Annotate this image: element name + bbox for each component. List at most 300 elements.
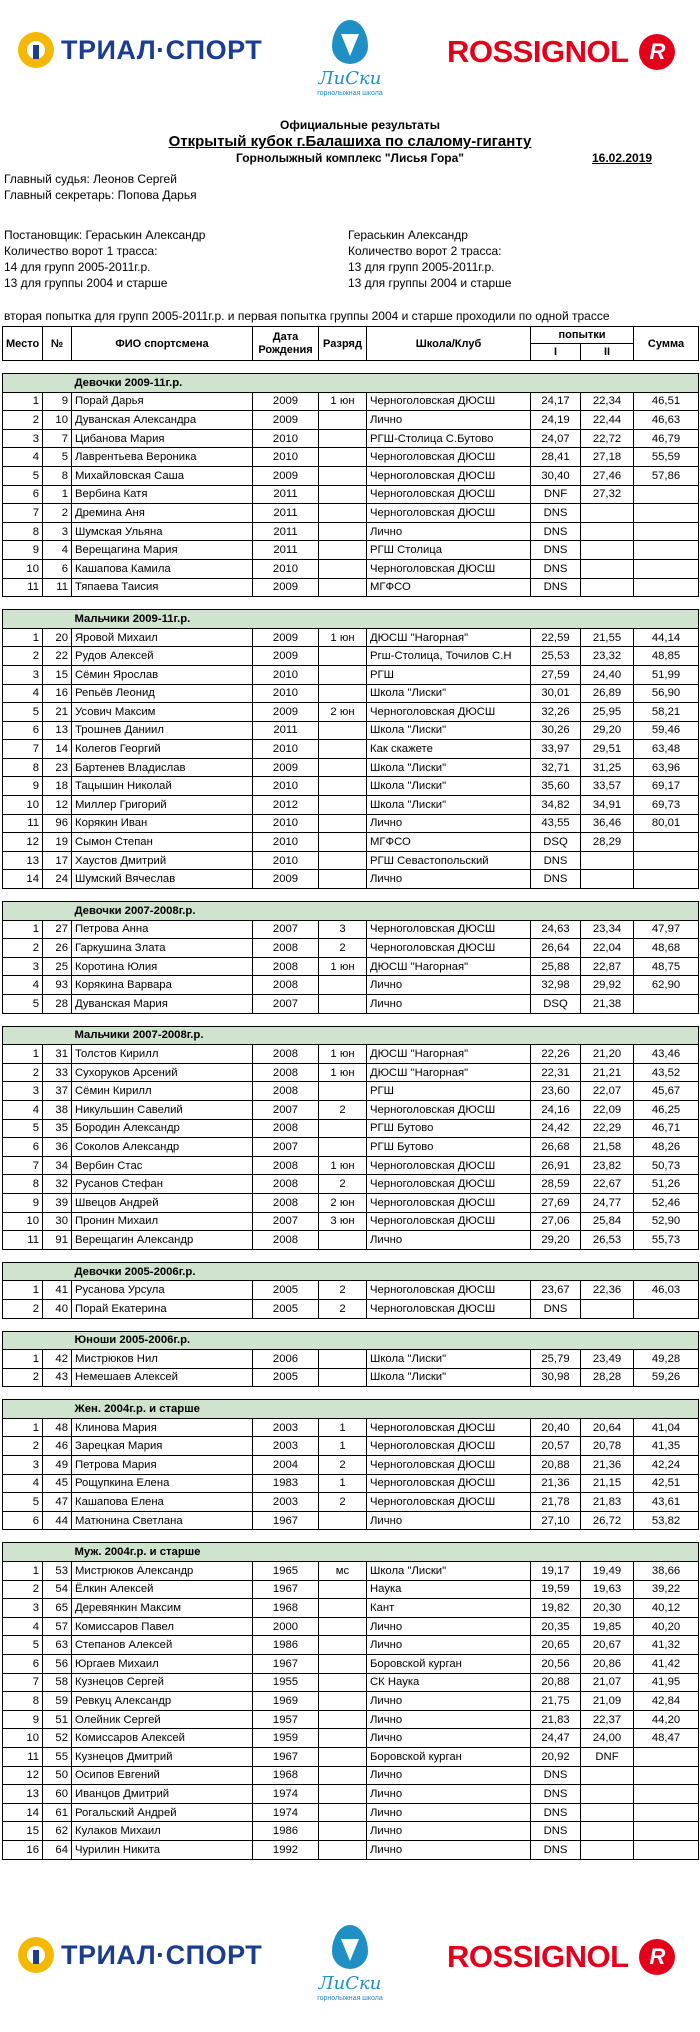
cell-attempt-2: 22,67 — [581, 1175, 634, 1194]
cell-sum: 50,73 — [634, 1156, 699, 1175]
cell-rank — [319, 578, 367, 597]
cell-num: 15 — [43, 665, 72, 684]
cell-num: 32 — [43, 1175, 72, 1194]
cell-club: Лично — [367, 995, 531, 1014]
cell-rank — [319, 1710, 367, 1729]
cell-place: 5 — [3, 1636, 43, 1655]
cell-club: Лично — [367, 1803, 531, 1822]
cell-place: 1 — [3, 1418, 43, 1437]
rossignol-emblem-icon — [639, 1939, 675, 1975]
table-row — [3, 1580, 699, 1599]
cell-born: 2008 — [253, 976, 319, 995]
cell-attempt-2: 22,04 — [581, 939, 634, 958]
cell-attempt-1: 27,59 — [531, 665, 581, 684]
cell-club: Лично — [367, 976, 531, 995]
cell-born: 2008 — [253, 1045, 319, 1064]
cell-name: Рогальский Андрей — [72, 1803, 253, 1822]
group-title: Мальчики 2009-11г.р. — [72, 610, 367, 629]
cell-name: Осипов Евгений — [72, 1766, 253, 1785]
cell-attempt-1: 24,42 — [531, 1119, 581, 1138]
cell-attempt-1: 20,92 — [531, 1747, 581, 1766]
cell-born: 2008 — [253, 1063, 319, 1082]
col-name: ФИО спортсмена — [72, 327, 253, 361]
cell-name: Рудов Алексей — [72, 647, 253, 666]
cell-name: Юргаев Михаил — [72, 1655, 253, 1674]
cell-rank — [319, 1617, 367, 1636]
cell-sum: 41,35 — [634, 1437, 699, 1456]
cell-name: Дремина Аня — [72, 504, 253, 523]
cell-num: 9 — [43, 392, 72, 411]
cell-sum — [634, 1299, 699, 1318]
cell-rank — [319, 1766, 367, 1785]
cell-place: 6 — [3, 1138, 43, 1157]
cell-club: Черноголовская ДЮСШ — [367, 939, 531, 958]
group-header — [3, 1026, 699, 1045]
cell-place: 3 — [3, 1082, 43, 1101]
officials — [4, 171, 197, 203]
cell-club: РГШ-Столица С.Бутово — [367, 429, 531, 448]
cell-rank — [319, 814, 367, 833]
cell-club: Черноголовская ДЮСШ — [367, 920, 531, 939]
cell-attempt-2: 22,36 — [581, 1281, 634, 1300]
cell-born: 2009 — [253, 870, 319, 889]
cell-rank — [319, 559, 367, 578]
table-row — [3, 1193, 699, 1212]
cell-num: 37 — [43, 1082, 72, 1101]
cell-place: 1 — [3, 628, 43, 647]
cell-attempt-2: 21,15 — [581, 1474, 634, 1493]
cell-num: 36 — [43, 1138, 72, 1157]
group-spacer — [3, 1318, 699, 1331]
col-attempt-1: I — [531, 344, 581, 361]
liski-subtitle: горнолыжная школа — [317, 90, 383, 97]
cell-attempt-1: 24,19 — [531, 411, 581, 430]
cell-place: 10 — [3, 1212, 43, 1231]
cell-place: 6 — [3, 485, 43, 504]
course-note: вторая попытка для групп 2005-2011г.р. и первая попытка группы 2004 и старше проходили по одной трассе — [4, 309, 610, 323]
cell-sum: 46,51 — [634, 392, 699, 411]
cell-attempt-2: 22,37 — [581, 1710, 634, 1729]
cell-num: 64 — [43, 1840, 72, 1859]
cell-sum: 44,14 — [634, 628, 699, 647]
cell-place: 5 — [3, 466, 43, 485]
cell-sum: 69,17 — [634, 777, 699, 796]
cell-born: 1983 — [253, 1474, 319, 1493]
cell-name: Комиссаров Павел — [72, 1617, 253, 1636]
doc-subtitle: Официальные результаты — [280, 118, 440, 132]
cell-attempt-2: 24,40 — [581, 665, 634, 684]
cell-attempt-2: 25,95 — [581, 703, 634, 722]
cell-num: 28 — [43, 995, 72, 1014]
cell-place: 9 — [3, 1710, 43, 1729]
cell-rank — [319, 1580, 367, 1599]
cell-attempt-2 — [581, 541, 634, 560]
cell-sum: 49,28 — [634, 1350, 699, 1369]
cell-place: 14 — [3, 870, 43, 889]
cell-club: Лично — [367, 1729, 531, 1748]
group-title: Жен. 2004г.р. и старше — [72, 1400, 367, 1419]
cell-born: 2005 — [253, 1299, 319, 1318]
cell-num: 3 — [43, 522, 72, 541]
cell-place: 2 — [3, 1063, 43, 1082]
group-spacer — [3, 1013, 699, 1026]
cell-num: 17 — [43, 851, 72, 870]
cell-sum: 43,61 — [634, 1493, 699, 1512]
course2-info — [348, 227, 511, 291]
cell-name: Сёмин Кирилл — [72, 1082, 253, 1101]
cell-attempt-2: 22,29 — [581, 1119, 634, 1138]
cell-attempt-2: 21,09 — [581, 1692, 634, 1711]
table-row — [3, 1119, 699, 1138]
cell-attempt-1: 22,31 — [531, 1063, 581, 1082]
rossignol-emblem-icon — [639, 34, 675, 70]
cell-num: 40 — [43, 1299, 72, 1318]
cell-rank — [319, 758, 367, 777]
cell-name: Сёмин Ярослав — [72, 665, 253, 684]
cell-sum: 48,68 — [634, 939, 699, 958]
cell-attempt-1: 25,79 — [531, 1350, 581, 1369]
cell-attempt-2 — [581, 522, 634, 541]
cell-attempt-2: 21,36 — [581, 1456, 634, 1475]
cell-attempt-1: DNS — [531, 559, 581, 578]
cell-sum: 41,95 — [634, 1673, 699, 1692]
cell-rank: 2 — [319, 1175, 367, 1194]
table-row — [3, 703, 699, 722]
cell-num: 41 — [43, 1281, 72, 1300]
course2-gates: Количество ворот 2 трасса: — [348, 244, 502, 258]
cell-attempt-1: DSQ — [531, 995, 581, 1014]
cell-rank — [319, 504, 367, 523]
cell-num: 45 — [43, 1474, 72, 1493]
cell-born: 2008 — [253, 957, 319, 976]
cell-attempt-1: DNS — [531, 851, 581, 870]
cell-place: 4 — [3, 684, 43, 703]
cell-born: 2009 — [253, 466, 319, 485]
table-row — [3, 1785, 699, 1804]
cell-rank: 2 юн — [319, 1193, 367, 1212]
group-title: Мальчики 2007-2008г.р. — [72, 1026, 367, 1045]
cell-sum: 59,46 — [634, 721, 699, 740]
cell-sum: 46,71 — [634, 1119, 699, 1138]
table-row — [3, 976, 699, 995]
cell-num: 93 — [43, 976, 72, 995]
cell-rank — [319, 1785, 367, 1804]
cell-attempt-1: 35,60 — [531, 777, 581, 796]
cell-born: 1969 — [253, 1692, 319, 1711]
cell-num: 34 — [43, 1156, 72, 1175]
cell-attempt-1: 20,35 — [531, 1617, 581, 1636]
table-row — [3, 1493, 699, 1512]
col-num: № — [43, 327, 72, 361]
cell-born: 2011 — [253, 721, 319, 740]
cell-sum — [634, 504, 699, 523]
cell-attempt-2: 29,20 — [581, 721, 634, 740]
table-row — [3, 1281, 699, 1300]
cell-place: 9 — [3, 541, 43, 560]
rossignol-wordmark: ROSSIGNOL — [447, 1939, 629, 1974]
course1-gates-a: 14 для групп 2005-2011г.р. — [4, 260, 151, 274]
cell-born: 2009 — [253, 628, 319, 647]
cell-club: Лично — [367, 1231, 531, 1250]
cell-club: Лично — [367, 1785, 531, 1804]
cell-attempt-2: 19,85 — [581, 1617, 634, 1636]
cell-name: Ёлкин Алексей — [72, 1580, 253, 1599]
cell-attempt-1: 23,67 — [531, 1281, 581, 1300]
cell-name: Шумский Вячеслав — [72, 870, 253, 889]
cell-rank: 2 — [319, 1299, 367, 1318]
col-club: Школа/Клуб — [367, 327, 531, 361]
cell-name: Вербин Стас — [72, 1156, 253, 1175]
rossignol-logo — [447, 1939, 675, 1975]
cell-place: 8 — [3, 1175, 43, 1194]
course1-setter: Постановщик: Гераськин Александр — [4, 228, 206, 242]
cell-born: 2010 — [253, 665, 319, 684]
table-row — [3, 578, 699, 597]
cell-born: 2008 — [253, 1082, 319, 1101]
cell-sum: 57,86 — [634, 466, 699, 485]
table-row — [3, 957, 699, 976]
cell-club: РГШ Бутово — [367, 1138, 531, 1157]
cell-num: 20 — [43, 628, 72, 647]
cell-attempt-1: 22,59 — [531, 628, 581, 647]
cell-attempt-1: DNS — [531, 1766, 581, 1785]
table-row — [3, 1138, 699, 1157]
cell-club: МГФСО — [367, 578, 531, 597]
cell-club: ДЮСШ "Нагорная" — [367, 957, 531, 976]
rossignol-logo — [447, 34, 675, 70]
table-row — [3, 1822, 699, 1841]
cell-num: 31 — [43, 1045, 72, 1064]
cell-sum — [634, 1785, 699, 1804]
cell-born: 2009 — [253, 411, 319, 430]
cell-sum: 42,24 — [634, 1456, 699, 1475]
table-row — [3, 1617, 699, 1636]
cell-sum — [634, 485, 699, 504]
cell-attempt-2: 27,46 — [581, 466, 634, 485]
cell-rank — [319, 1840, 367, 1859]
cell-sum: 56,90 — [634, 684, 699, 703]
table-row — [3, 1474, 699, 1493]
cell-attempt-1: 21,78 — [531, 1493, 581, 1512]
cell-attempt-2: 23,49 — [581, 1350, 634, 1369]
cell-place: 1 — [3, 920, 43, 939]
cell-attempt-1: 32,71 — [531, 758, 581, 777]
table-row — [3, 1599, 699, 1618]
cell-rank — [319, 541, 367, 560]
cell-rank — [319, 1747, 367, 1766]
cell-attempt-1: 24,47 — [531, 1729, 581, 1748]
col-sum: Сумма — [634, 327, 699, 361]
cell-born: 2010 — [253, 559, 319, 578]
cell-num: 54 — [43, 1580, 72, 1599]
cell-sum — [634, 833, 699, 852]
cell-num: 50 — [43, 1766, 72, 1785]
cell-club: Черноголовская ДЮСШ — [367, 1156, 531, 1175]
cell-num: 2 — [43, 504, 72, 523]
cell-sum — [634, 522, 699, 541]
trial-sport-wordmark: ТРИАЛ·СПОРТ — [61, 1939, 263, 1970]
cell-attempt-2: 22,09 — [581, 1100, 634, 1119]
cell-born: 1974 — [253, 1803, 319, 1822]
cell-place: 5 — [3, 703, 43, 722]
cell-attempt-1: 22,26 — [531, 1045, 581, 1064]
cell-attempt-1: 32,98 — [531, 976, 581, 995]
cell-sum: 46,03 — [634, 1281, 699, 1300]
col-born: Дата Рождения — [253, 327, 319, 361]
cell-rank — [319, 1599, 367, 1618]
fox-icon — [328, 1925, 372, 1971]
cell-place: 4 — [3, 448, 43, 467]
cell-attempt-1: 20,40 — [531, 1418, 581, 1437]
cell-attempt-2: 29,92 — [581, 976, 634, 995]
table-row — [3, 504, 699, 523]
cell-sum — [634, 578, 699, 597]
table-row — [3, 1175, 699, 1194]
cell-num: 42 — [43, 1350, 72, 1369]
cell-rank: 1 — [319, 1418, 367, 1437]
cell-sum: 55,59 — [634, 448, 699, 467]
cell-rank — [319, 684, 367, 703]
cell-attempt-2: 23,82 — [581, 1156, 634, 1175]
cell-rank — [319, 1231, 367, 1250]
cell-name: Иванцов Дмитрий — [72, 1785, 253, 1804]
cell-place: 4 — [3, 1474, 43, 1493]
cell-club: ДЮСШ "Нагорная" — [367, 1045, 531, 1064]
cell-attempt-2: 25,84 — [581, 1212, 634, 1231]
cell-attempt-1: 27,69 — [531, 1193, 581, 1212]
cell-place: 5 — [3, 1119, 43, 1138]
cell-born: 2006 — [253, 1350, 319, 1369]
cell-rank — [319, 976, 367, 995]
table-row — [3, 1747, 699, 1766]
cell-rank — [319, 995, 367, 1014]
cell-place: 16 — [3, 1840, 43, 1859]
cell-place: 9 — [3, 1193, 43, 1212]
cell-name: Никульшин Савелий — [72, 1100, 253, 1119]
cell-sum — [634, 1747, 699, 1766]
cell-club: Лично — [367, 1511, 531, 1530]
cell-place: 2 — [3, 1368, 43, 1387]
venue: Горнолыжный комплекс "Лисья Гора" — [236, 151, 464, 165]
cell-born: 2009 — [253, 578, 319, 597]
cell-rank: 1 юн — [319, 1156, 367, 1175]
cell-born: 2011 — [253, 504, 319, 523]
group-header — [3, 1543, 699, 1562]
cell-rank — [319, 777, 367, 796]
cell-attempt-1: 27,06 — [531, 1212, 581, 1231]
cell-club: Черноголовская ДЮСШ — [367, 1456, 531, 1475]
cell-num: 14 — [43, 740, 72, 759]
cell-rank — [319, 1636, 367, 1655]
trial-sport-logo — [18, 32, 262, 68]
cell-num: 62 — [43, 1822, 72, 1841]
cell-place: 11 — [3, 814, 43, 833]
cell-rank — [319, 1082, 367, 1101]
cell-place: 2 — [3, 411, 43, 430]
table-row — [3, 1299, 699, 1318]
cell-born: 2007 — [253, 1138, 319, 1157]
col-attempt-2: II — [581, 344, 634, 361]
cell-rank — [319, 1119, 367, 1138]
cell-attempt-2: 28,29 — [581, 833, 634, 852]
group-header — [3, 610, 699, 629]
cell-place: 2 — [3, 647, 43, 666]
liski-logo — [305, 20, 395, 97]
cell-num: 44 — [43, 1511, 72, 1530]
cell-born: 2007 — [253, 995, 319, 1014]
cell-rank — [319, 1729, 367, 1748]
table-row — [3, 522, 699, 541]
cell-born: 1968 — [253, 1599, 319, 1618]
trial-sport-logo — [18, 1937, 262, 1973]
cell-born: 1968 — [253, 1766, 319, 1785]
group-title: Девочки 2005-2006г.р. — [72, 1262, 367, 1281]
cell-name: Репьёв Леонид — [72, 684, 253, 703]
cell-attempt-2: 36,46 — [581, 814, 634, 833]
cell-club: РГШ Севастопольский — [367, 851, 531, 870]
table-row — [3, 1562, 699, 1581]
cell-attempt-1: 21,36 — [531, 1474, 581, 1493]
cell-attempt-2: 20,30 — [581, 1599, 634, 1618]
cell-rank — [319, 1511, 367, 1530]
cell-num: 48 — [43, 1418, 72, 1437]
cell-club: Наука — [367, 1580, 531, 1599]
cell-born: 2004 — [253, 1456, 319, 1475]
fox-icon — [328, 20, 372, 66]
cell-rank — [319, 1692, 367, 1711]
cell-num: 21 — [43, 703, 72, 722]
cell-attempt-2: 24,00 — [581, 1729, 634, 1748]
cell-num: 43 — [43, 1368, 72, 1387]
cell-club: РГШ Бутово — [367, 1119, 531, 1138]
cell-attempt-1: DNS — [531, 578, 581, 597]
cell-sum: 52,46 — [634, 1193, 699, 1212]
cell-born: 2007 — [253, 1212, 319, 1231]
cell-rank: 1 юн — [319, 957, 367, 976]
cell-club: Черноголовская ДЮСШ — [367, 485, 531, 504]
cell-born: 1957 — [253, 1710, 319, 1729]
cell-sum: 53,82 — [634, 1511, 699, 1530]
cell-attempt-2: 23,32 — [581, 647, 634, 666]
cell-attempt-1: 24,17 — [531, 392, 581, 411]
group-title: Девочки 2009-11г.р. — [72, 374, 367, 393]
cell-born: 2008 — [253, 939, 319, 958]
cell-rank: 3 юн — [319, 1212, 367, 1231]
table-row — [3, 1231, 699, 1250]
table-row — [3, 740, 699, 759]
cell-attempt-1: 24,16 — [531, 1100, 581, 1119]
cell-club: РГШ — [367, 1082, 531, 1101]
table-row — [3, 796, 699, 815]
cell-name: Рощупкина Елена — [72, 1474, 253, 1493]
table-row — [3, 1418, 699, 1437]
trial-sport-emblem-icon — [18, 32, 54, 68]
cell-attempt-2: 24,77 — [581, 1193, 634, 1212]
cell-attempt-2: 34,91 — [581, 796, 634, 815]
table-row — [3, 995, 699, 1014]
cell-num: 22 — [43, 647, 72, 666]
cell-place: 5 — [3, 995, 43, 1014]
cell-attempt-2: 20,86 — [581, 1655, 634, 1674]
cell-sum: 44,20 — [634, 1710, 699, 1729]
cell-place: 4 — [3, 1617, 43, 1636]
cell-attempt-2: 27,32 — [581, 485, 634, 504]
cell-club: МГФСО — [367, 833, 531, 852]
cell-attempt-2 — [581, 1840, 634, 1859]
cell-rank: 2 — [319, 1493, 367, 1512]
cell-club: Черноголовская ДЮСШ — [367, 466, 531, 485]
cell-club: Кант — [367, 1599, 531, 1618]
